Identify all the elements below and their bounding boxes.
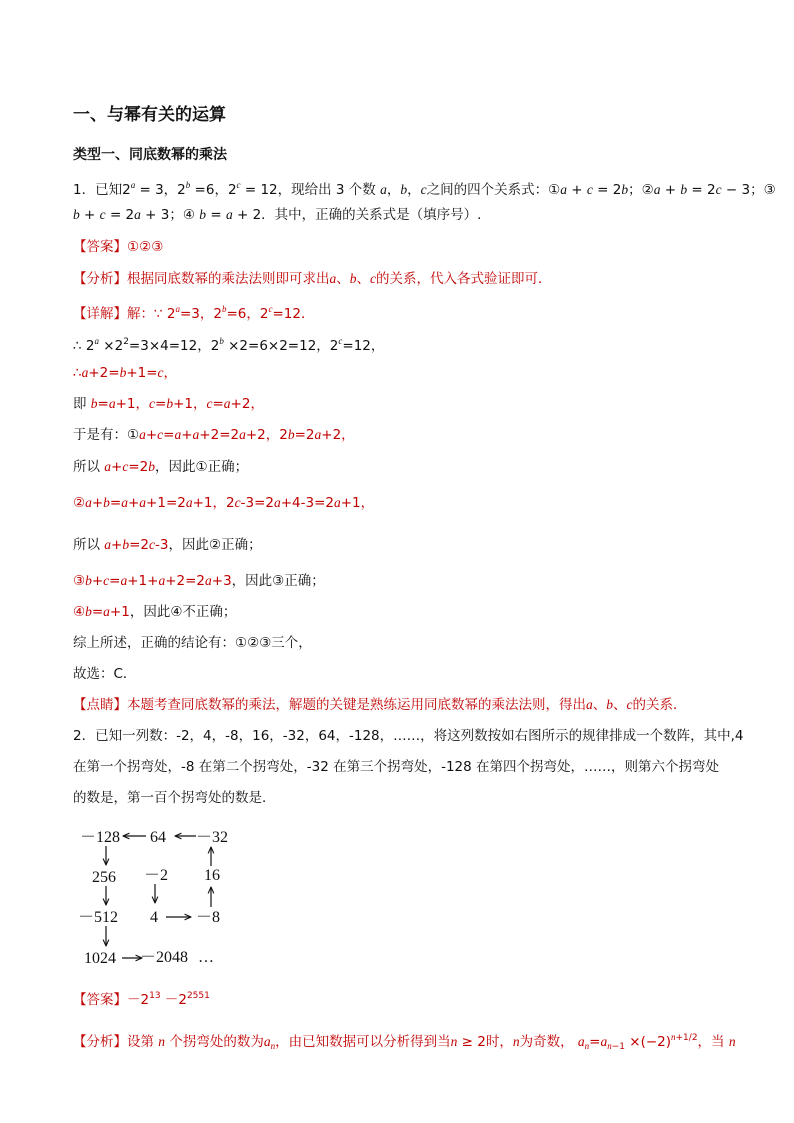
q2-line3: 的数是，第一百个拐弯处的数是． xyxy=(73,790,276,806)
q1-step6: ②a+b=a+a+1=2a+1，2c-3=2a+4-3=2a+1， xyxy=(73,495,375,511)
q1-choice: 故选：C． xyxy=(73,666,137,682)
q2-analysis: 【分析】设第 n 个拐弯处的数为$a_n$，由已知数据可以分析得到当n ≥ 2时，n为奇数， $a_n=a_{n-1} \times(-2)^{n+1/2}$，当 n xyxy=(73,1032,736,1052)
q2-answer: 【答案】$-2^{13} -2^{2551}$ xyxy=(73,991,210,1008)
q1-comment: 【点睛】本题考查同底数幂的乘法，解题的关键是熟练运用同底数幂的乘法法则，得出a、b、c的关系． xyxy=(73,697,687,713)
q1-answer: 【答案】①②③ xyxy=(73,239,164,255)
q1-analysis: 【分析】根据同底数幂的乘法法则即可求出a、b、c的关系，代入各式验证即可． xyxy=(73,271,552,287)
q1-summary: 综上所述，正确的结论有：①②③三个， xyxy=(73,635,312,651)
fig-n-4: 4 xyxy=(150,909,158,926)
q1-step3: 即 b=a+1，c=b+1，c=a+2， xyxy=(73,396,264,412)
q2-line2: 在第一个拐弯处，-8 在第二个拐弯处，-32 在第三个拐弯处，-128 在第四个拐弯处，……，则第六个拐弯处 xyxy=(73,759,720,775)
q1-step5: 所以 a+c=2b，因此①正确； xyxy=(73,459,249,475)
fig-n-neg128: －128 xyxy=(80,829,121,846)
type-heading: 类型一、同底数幂的乘法 xyxy=(73,147,227,163)
q1-step2: ∴a+2=b+1=c， xyxy=(73,365,178,381)
fig-n-16: 16 xyxy=(204,867,220,884)
section-heading: 一、与幂有关的运算 xyxy=(73,105,226,125)
number-spiral-figure xyxy=(78,820,278,972)
q1-line2: b + c = 2a + 3；④ b = a + 2．其中，正确的关系式是（填序号）. xyxy=(73,207,482,223)
fig-n-neg2: －2 xyxy=(144,867,169,884)
fig-n-neg8: －8 xyxy=(196,909,221,926)
q2-line1: 2．已知一列数：-2，4，-8，16，-32，64，-128，……，将这列数按如右图所示的规律排成一个数阵，其中,4 xyxy=(73,728,744,744)
fig-n-neg32: －32 xyxy=(196,829,229,846)
q1-step7: 所以 a+b=2c-3，因此②正确； xyxy=(73,537,262,553)
q1-step8: ③b+c=a+1+a+2=2a+3，因此③正确； xyxy=(73,573,325,589)
q1-step4: 于是有：①a+c=a+a+2=2a+2，2b=2a+2， xyxy=(73,427,355,443)
fig-n-neg2048: －2048 xyxy=(140,949,189,966)
q1-step1: ∴ $2^a \times 2^2=3\times 4=12$，$2^b \times 2=6\times 2=12$，$2^c=12$， xyxy=(73,336,385,354)
fig-n-dots: … xyxy=(198,949,214,966)
fig-n-1024: 1024 xyxy=(84,950,116,967)
q1-step9: ④b=a+1，因此④不正确； xyxy=(73,604,237,620)
q1-line1: 1．已知$2^a = 3$，$2^b =6$，$2^c = 12$，现给出 3 个数 a，b，c之间的四个关系式：①a + c = 2b；②a + b = 2c − 3；③ xyxy=(73,180,776,198)
fig-n-256: 256 xyxy=(92,869,116,886)
fig-n-64: 64 xyxy=(150,829,166,846)
fig-n-neg512: －512 xyxy=(78,909,119,926)
q1-detail: 【详解】解：∵ $2^a=3$，$2^b=6$，$2^c=12$． xyxy=(73,304,315,322)
